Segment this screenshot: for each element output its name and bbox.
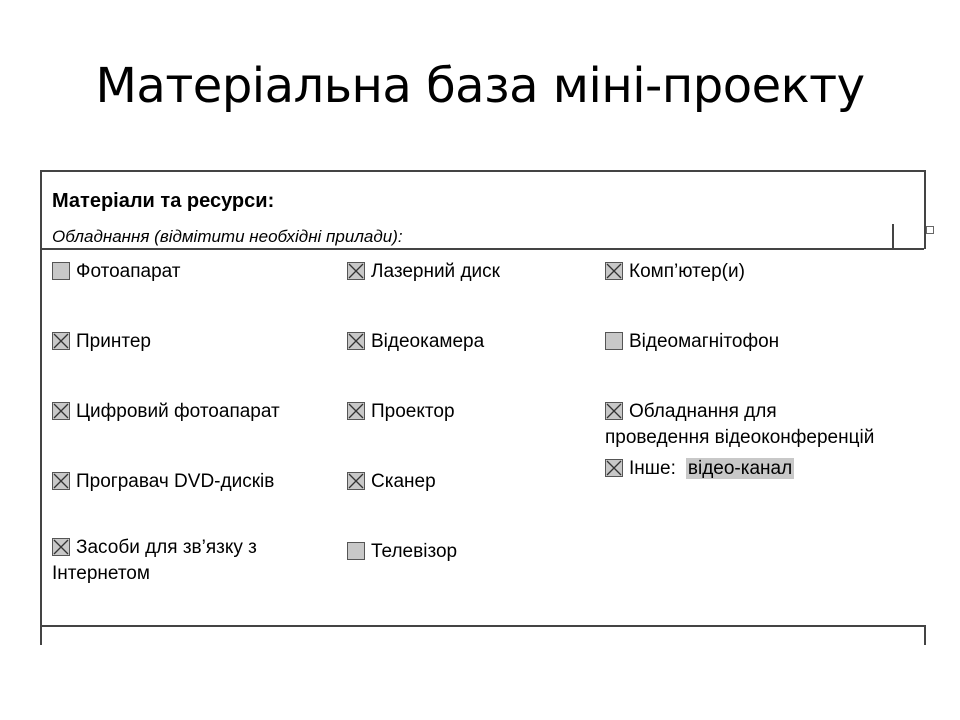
checkbox-label: Проектор bbox=[371, 401, 455, 422]
checkbox-icon[interactable] bbox=[347, 402, 365, 420]
checkbox-item-other[interactable] bbox=[605, 456, 794, 482]
checkbox-label: Засоби для зв’язку з bbox=[76, 537, 257, 558]
checkbox-icon[interactable] bbox=[605, 332, 623, 350]
slide-title: Матеріальна база міні-проекту bbox=[95, 58, 865, 114]
checkbox-label: Принтер bbox=[76, 331, 151, 352]
checkbox-label: Відеомагнітофон bbox=[629, 331, 780, 352]
form-heading: Матеріали та ресурси: bbox=[52, 190, 275, 212]
other-value-field[interactable]: відео-канал bbox=[687, 458, 793, 479]
checkbox-item-video-camera[interactable] bbox=[347, 329, 484, 355]
header-notch bbox=[892, 224, 894, 248]
checkbox-label: Комп’ютер(и) bbox=[629, 261, 745, 282]
check-x-icon bbox=[606, 403, 622, 419]
check-x-icon bbox=[53, 403, 69, 419]
check-x-icon bbox=[348, 473, 364, 489]
checkbox-item-internet[interactable] bbox=[52, 535, 257, 587]
checkbox-label-line2: проведення відеоконференцій bbox=[605, 427, 875, 448]
checkbox-label: Обладнання для bbox=[629, 401, 777, 422]
checkbox-label: Лазерний диск bbox=[371, 261, 500, 282]
checkbox-label: Програвач DVD-дисків bbox=[76, 471, 275, 492]
check-x-icon bbox=[606, 460, 622, 476]
check-x-icon bbox=[348, 333, 364, 349]
checkbox-icon[interactable] bbox=[52, 472, 70, 490]
checkbox-icon[interactable] bbox=[605, 402, 623, 420]
check-x-icon bbox=[53, 473, 69, 489]
checkbox-item-computers[interactable] bbox=[605, 259, 745, 285]
checkbox-icon[interactable] bbox=[347, 472, 365, 490]
checkbox-label: Інше: bbox=[629, 458, 676, 479]
checkbox-icon[interactable] bbox=[52, 262, 70, 280]
checkbox-item-camera[interactable] bbox=[52, 259, 181, 285]
check-x-icon bbox=[606, 263, 622, 279]
check-x-icon bbox=[53, 539, 69, 555]
form-bottom-divider bbox=[40, 625, 926, 627]
checkbox-icon[interactable] bbox=[347, 542, 365, 560]
checkbox-item-digital-camera[interactable] bbox=[52, 399, 280, 425]
checkbox-item-scanner[interactable] bbox=[347, 469, 436, 495]
check-x-icon bbox=[53, 333, 69, 349]
resize-handle[interactable] bbox=[926, 226, 934, 234]
checkbox-item-videoconference[interactable] bbox=[605, 399, 874, 451]
checkbox-icon[interactable] bbox=[52, 538, 70, 556]
checkbox-label: Телевізор bbox=[371, 541, 458, 562]
checkbox-item-dvd-player[interactable] bbox=[52, 469, 274, 495]
header-divider bbox=[42, 248, 924, 250]
checkbox-label: Відеокамера bbox=[371, 331, 485, 352]
checkbox-item-projector[interactable] bbox=[347, 399, 455, 425]
form-subheading: Обладнання (відмітити необхідні прилади): bbox=[52, 227, 403, 246]
checkbox-icon[interactable] bbox=[52, 332, 70, 350]
checkbox-label: Сканер bbox=[371, 471, 436, 492]
checkbox-icon[interactable] bbox=[347, 262, 365, 280]
checkbox-label: Фотоапарат bbox=[76, 261, 181, 282]
check-x-icon bbox=[348, 403, 364, 419]
checkbox-item-printer[interactable] bbox=[52, 329, 151, 355]
form-header bbox=[42, 172, 924, 250]
checkbox-icon[interactable] bbox=[347, 332, 365, 350]
checkbox-label-line2: Інтернетом bbox=[52, 563, 150, 584]
checkbox-item-laser-disc[interactable] bbox=[347, 259, 500, 285]
checkbox-icon[interactable] bbox=[605, 459, 623, 477]
checkbox-item-tv[interactable] bbox=[347, 539, 457, 565]
checkbox-icon[interactable] bbox=[52, 402, 70, 420]
checkbox-icon[interactable] bbox=[605, 262, 623, 280]
checkbox-label: Цифровий фотоапарат bbox=[76, 401, 280, 422]
checkbox-item-vcr[interactable] bbox=[605, 329, 779, 355]
check-x-icon bbox=[348, 263, 364, 279]
right-border-gap bbox=[924, 249, 928, 625]
